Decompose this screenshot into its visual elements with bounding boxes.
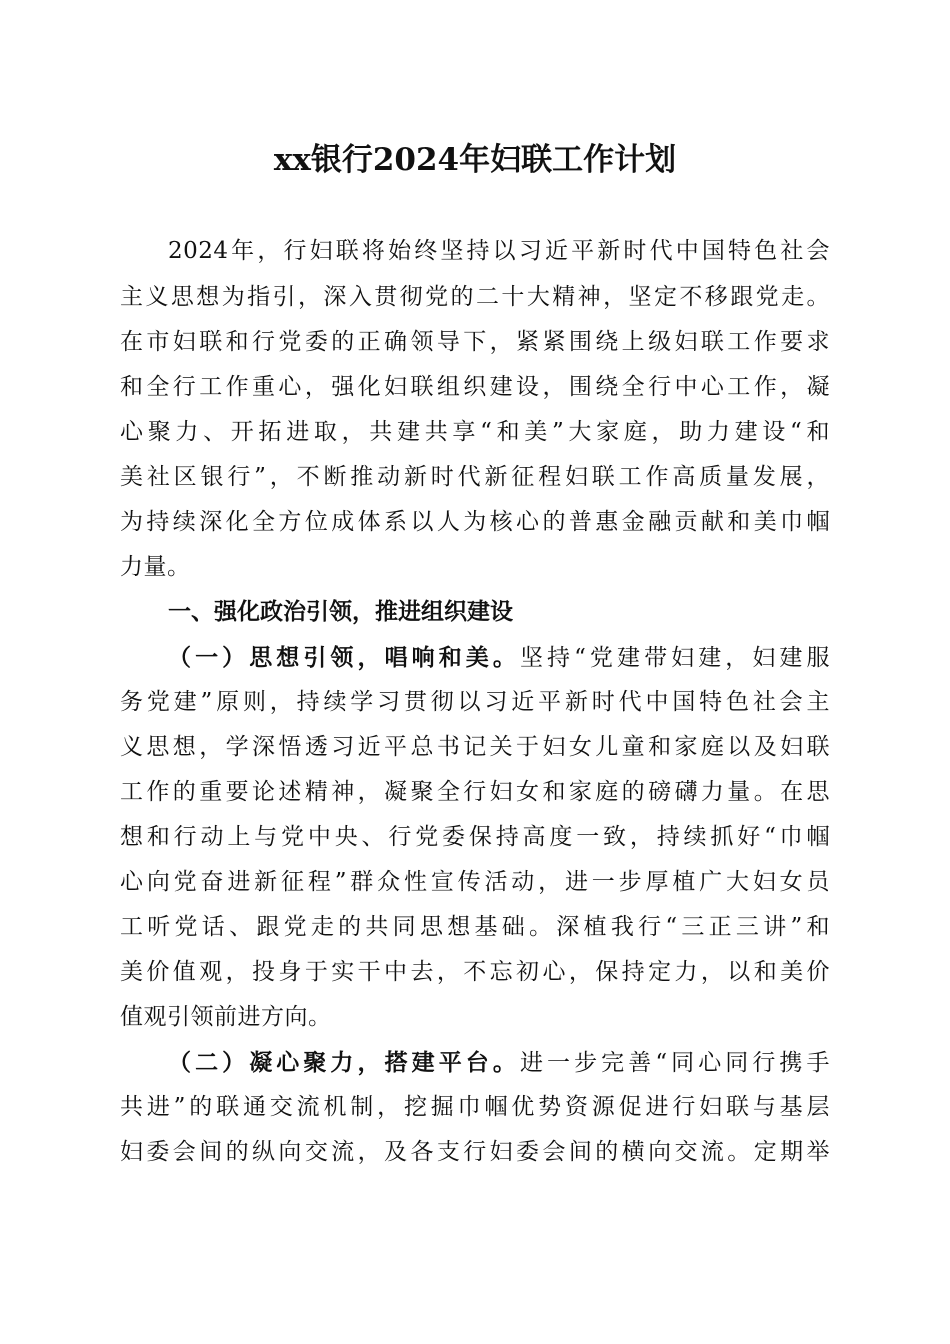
intro-line-7: 为持续深化全方位成体系以人为核心的普惠金融贡献和美巾帼 (120, 509, 830, 535)
section-1-heading: 一、强化政治引领，推进组织建设 (168, 599, 513, 625)
intro-line-6: 美社区银行”，不断推动新时代新征程妇联工作高质量发展， (120, 464, 830, 490)
item-1-first-line (168, 635, 830, 680)
intro-line-2: 主义思想为指引，深入贯彻党的二十大精神，坚定不移跟党走。 (120, 284, 830, 310)
item-1-line-4: 工作的重要论述精神，凝聚全行妇女和家庭的磅礴力量。在思 (120, 779, 830, 805)
item-1-line-6: 心向党奋进新征程”群众性宣传活动，进一步厚植广大妇女员 (120, 869, 830, 895)
item-2-first-line (168, 1040, 830, 1085)
item-1-line-2: 务党建”原则，持续学习贯彻以习近平新时代中国特色社会主 (120, 689, 830, 715)
item-2-first-rest: 进一步完善“同心同行携手 (519, 1050, 831, 1076)
intro-line-5: 心聚力、开拓进取，共建共享“和美”大家庭，助力建设“和 (120, 419, 830, 445)
intro-line-1: 2024年，行妇联将始终坚持以习近平新时代中国特色社会 (168, 238, 830, 264)
item-1-line-5: 想和行动上与党中央、行党委保持高度一致，持续抓好“巾帼 (120, 824, 830, 850)
item-2-lead: （二）凝心聚力，搭建平台。 (168, 1049, 520, 1076)
intro-line-4: 和全行工作重心，强化妇联组织建设，围绕全行中心工作，凝 (120, 374, 830, 400)
intro-line-3: 在市妇联和行党委的正确领导下，紧紧围绕上级妇联工作要求 (120, 329, 830, 355)
item-2-line-3: 妇委会间的纵向交流，及各支行妇委会间的横向交流。定期举 (120, 1139, 830, 1165)
item-1-line-3: 义思想，学深悟透习近平总书记关于妇女儿童和家庭以及妇联 (120, 734, 830, 760)
item-1-lead: （一）思想引领，唱响和美。 (168, 644, 520, 671)
document-title: xx银行2024年妇联工作计划 (273, 142, 677, 178)
intro-line-8: 力量。 (120, 554, 191, 580)
item-2-line-2: 共进”的联通交流机制，挖掘巾帼优势资源促进行妇联与基层 (120, 1094, 830, 1120)
item-1-line-7: 工听党话、跟党走的共同思想基础。深植我行“三正三讲”和 (120, 914, 830, 940)
item-1-line-8: 美价值观，投身于实干中去，不忘初心，保持定力，以和美价 (120, 959, 830, 985)
item-1-first-rest: 坚持“党建带妇建，妇建服 (519, 645, 831, 671)
item-1-line-9: 值观引领前进方向。 (120, 1004, 332, 1030)
